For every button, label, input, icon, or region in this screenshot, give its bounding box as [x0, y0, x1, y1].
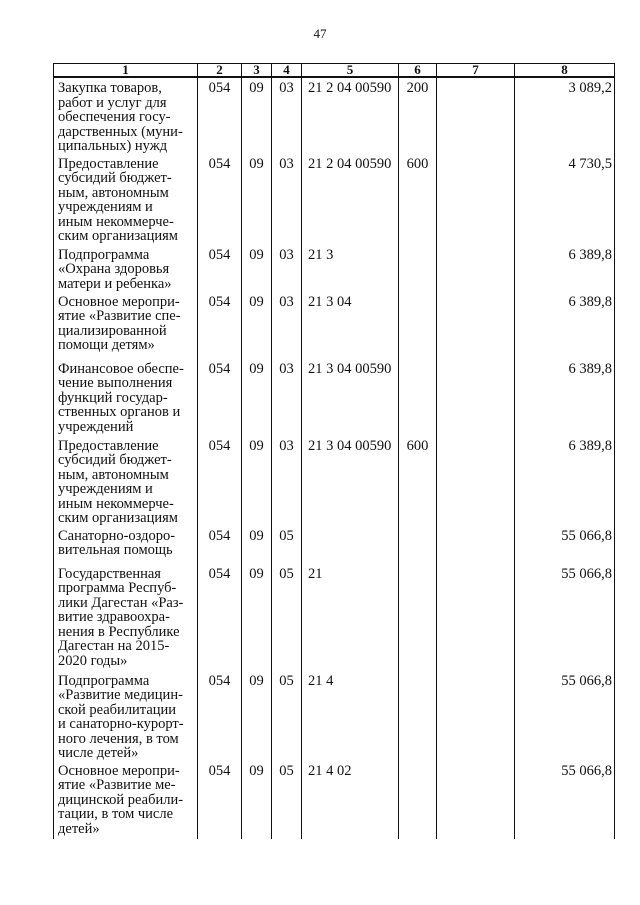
subsection-code: 03: [272, 436, 302, 526]
subsection-code: 03: [272, 154, 302, 245]
row-name-line: ятие «Развитие ме-: [58, 777, 176, 793]
subsection-code: 03: [272, 77, 302, 154]
expense-type-code: 600: [399, 436, 437, 526]
row-name-line: Основное меропри-: [58, 293, 180, 310]
ministry-code: 054: [198, 245, 242, 292]
row-name-line: чение выполнения: [58, 375, 173, 391]
ministry-code: 054: [198, 671, 242, 761]
expense-type-code: 200: [399, 77, 437, 154]
amount: 55 066,8: [515, 564, 615, 671]
row-name-line: Подпрограмма: [58, 672, 150, 689]
row-name-line: дицинской реабили-: [58, 791, 184, 808]
row-name: [54, 564, 198, 671]
page-number: 47: [313, 26, 327, 41]
row-name-line: Закупка товаров,: [58, 80, 162, 96]
target-article-code: [302, 526, 399, 564]
target-article-code: 21 3 04 00590: [302, 359, 399, 436]
expense-type-code: 600: [399, 154, 437, 245]
column-header: 6: [399, 64, 437, 78]
amount: 6 389,8: [515, 292, 615, 359]
target-article-code: 21 3 04: [302, 292, 399, 359]
row-name-line: ским организациям: [58, 228, 178, 244]
column-7-value: [437, 671, 515, 761]
table-row: [54, 564, 615, 671]
row-name-line: ным, автономным: [58, 184, 169, 201]
row-name-line: учреждениям и: [58, 481, 153, 497]
column-7-value: [437, 292, 515, 359]
subsection-code: 05: [272, 761, 302, 839]
column-7-value: [437, 761, 515, 839]
section-code: 09: [242, 154, 272, 245]
ministry-code: 054: [198, 526, 242, 564]
row-name-line: ятие «Развитие спе-: [58, 308, 181, 324]
row-name-line: Подпрограмма: [58, 246, 150, 263]
ministry-code: 054: [198, 359, 242, 436]
subsection-code: 05: [272, 526, 302, 564]
table-body: [54, 77, 615, 839]
row-name: [54, 292, 198, 359]
amount: 55 066,8: [515, 761, 615, 839]
row-name-line: программа Респуб-: [58, 580, 177, 596]
target-article-code: 21 3 04 00590: [302, 436, 399, 526]
subsection-code: 05: [272, 564, 302, 671]
column-7-value: [437, 154, 515, 245]
expense-type-code: [399, 359, 437, 436]
subsection-code: 03: [272, 245, 302, 292]
row-name-line: детей»: [58, 820, 100, 837]
column-7-value: [437, 564, 515, 671]
row-name: [54, 671, 198, 761]
row-name-line: «Развитие медицин-: [58, 687, 183, 703]
row-name-line: ским организациям: [58, 510, 178, 526]
row-name-line: ципальных) нужд: [58, 138, 168, 154]
row-name: [54, 526, 198, 564]
amount: 6 389,8: [515, 359, 615, 436]
row-name-line: Основное меропри-: [58, 762, 180, 779]
row-name: [54, 436, 198, 526]
ministry-code: 054: [198, 564, 242, 671]
amount: 6 389,8: [515, 245, 615, 292]
table-row: [54, 359, 615, 436]
section-code: 09: [242, 292, 272, 359]
ministry-code: 054: [198, 292, 242, 359]
row-name-line: ным, автономным: [58, 466, 169, 483]
row-name-line: дарственных (муни-: [58, 123, 183, 140]
row-name-line: субсидий бюджет-: [58, 170, 172, 186]
table-row: [54, 436, 615, 526]
table-row: [54, 154, 615, 245]
section-code: 09: [242, 359, 272, 436]
expense-type-code: [399, 564, 437, 671]
row-name-line: иным некоммерче-: [58, 495, 174, 512]
section-code: 09: [242, 564, 272, 671]
row-name: [54, 77, 198, 154]
table-row: [54, 245, 615, 292]
row-name-line: Предоставление: [58, 437, 159, 454]
table-row: [54, 77, 615, 154]
row-name-line: учреждениям и: [58, 199, 153, 215]
column-7-value: [437, 436, 515, 526]
row-name: [54, 359, 198, 436]
table-row: [54, 671, 615, 761]
column-header: 7: [437, 64, 515, 78]
ministry-code: 054: [198, 436, 242, 526]
column-header: 8: [515, 64, 615, 78]
amount: 6 389,8: [515, 436, 615, 526]
row-name-line: матери и ребенка»: [58, 275, 172, 292]
row-name-line: и санаторно-курорт-: [58, 716, 184, 732]
row-name-line: Предоставление: [58, 155, 159, 172]
expense-type-code: [399, 292, 437, 359]
row-name-line: иным некоммерче-: [58, 213, 174, 230]
amount: 55 066,8: [515, 671, 615, 761]
column-header: 2: [198, 64, 242, 78]
target-article-code: 21: [302, 564, 399, 671]
amount: 3 089,2: [515, 77, 615, 154]
target-article-code: 21 3: [302, 245, 399, 292]
target-article-code: 21 4: [302, 671, 399, 761]
row-name-line: обеспечения госу-: [58, 109, 171, 125]
subsection-code: 03: [272, 359, 302, 436]
row-name: [54, 761, 198, 839]
column-7-value: [437, 77, 515, 154]
row-name-line: лики Дагестан «Раз-: [58, 594, 184, 611]
row-name-line: учреждений: [58, 418, 134, 435]
row-name-line: помощи детям»: [58, 337, 155, 353]
section-code: 09: [242, 671, 272, 761]
amount: 55 066,8: [515, 526, 615, 564]
row-name-line: ской реабилитации: [58, 701, 177, 718]
row-name-line: Государственная: [58, 565, 161, 582]
row-name-line: нения в Республике: [58, 623, 180, 640]
row-name-line: 2020 годы»: [58, 652, 128, 669]
row-name-line: ного лечения, в том: [58, 730, 179, 747]
row-name: [54, 245, 198, 292]
expense-type-code: [399, 671, 437, 761]
row-name-line: циализированной: [58, 322, 167, 339]
section-code: 09: [242, 526, 272, 564]
ministry-code: 054: [198, 154, 242, 245]
column-7-value: [437, 359, 515, 436]
table-row: [54, 526, 615, 564]
column-header: 1: [54, 64, 198, 78]
expense-type-code: [399, 761, 437, 839]
expense-type-code: [399, 526, 437, 564]
section-code: 09: [242, 761, 272, 839]
subsection-code: 05: [272, 671, 302, 761]
row-name-line: вительная помощь: [58, 542, 173, 558]
column-7-value: [437, 526, 515, 564]
ministry-code: 054: [198, 761, 242, 839]
amount: 4 730,5: [515, 154, 615, 245]
ministry-code: 054: [198, 77, 242, 154]
column-header: 5: [302, 64, 399, 78]
row-name-line: Дагестан на 2015-: [58, 638, 170, 654]
section-code: 09: [242, 245, 272, 292]
row-name-line: субсидий бюджет-: [58, 452, 172, 468]
row-name-line: «Охрана здоровья: [58, 261, 170, 277]
row-name-line: тации, в том числе: [58, 806, 174, 822]
row-name-line: ственных органов и: [58, 404, 181, 420]
column-header: 3: [242, 64, 272, 78]
row-name-line: Финансовое обеспе-: [58, 360, 184, 377]
expense-type-code: [399, 245, 437, 292]
row-name-line: работ и услуг для: [58, 94, 167, 111]
row-name: [54, 154, 198, 245]
table-header-row: [54, 64, 615, 78]
row-name-line: витие здравоохра-: [58, 609, 170, 625]
target-article-code: 21 2 04 00590: [302, 154, 399, 245]
budget-table: [53, 63, 615, 839]
column-7-value: [437, 245, 515, 292]
table-row: [54, 292, 615, 359]
section-code: 09: [242, 436, 272, 526]
row-name-line: Санаторно-оздоро-: [58, 527, 176, 544]
column-header: 4: [272, 64, 302, 78]
section-code: 09: [242, 77, 272, 154]
subsection-code: 03: [272, 292, 302, 359]
table-row: [54, 761, 615, 839]
row-name-line: функций государ-: [58, 389, 168, 406]
row-name-line: числе детей»: [58, 745, 139, 761]
target-article-code: 21 4 02: [302, 761, 399, 839]
target-article-code: 21 2 04 00590: [302, 77, 399, 154]
